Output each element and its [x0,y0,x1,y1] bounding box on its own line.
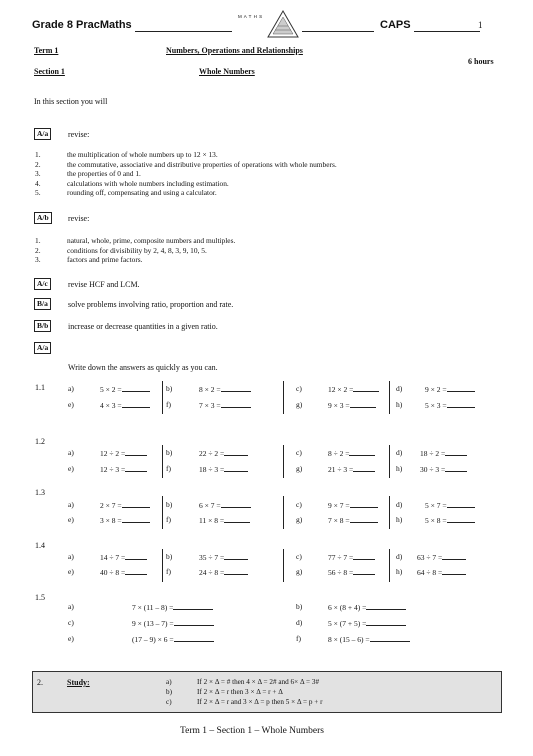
topic-title: Numbers, Operations and Relationships [166,46,303,55]
exercise-intro: Write down the answers as quickly as you can. [68,363,218,372]
item-label: a) [68,448,74,457]
answer-blank[interactable] [221,383,251,392]
answer-blank[interactable] [221,499,251,508]
objective-tag: B/a [34,298,51,310]
expression: 7 × (11 – 8) = [132,603,174,612]
answer-item[interactable] [199,383,251,396]
answer-blank[interactable] [447,499,475,508]
answer-item[interactable] [199,499,251,512]
answer-blank[interactable] [442,551,466,560]
question-row [0,601,533,613]
study-statement: If 2 × Δ = r and 3 × Δ = p then 5 × Δ = p + r [197,698,323,706]
item-label: c) [296,552,302,561]
answer-item[interactable] [420,463,467,476]
list-item: 3. the properties of 0 and 1. [35,169,141,178]
objective-list [35,236,235,265]
section-label: Section 1 [34,67,65,76]
list-item: 3. factors and prime factors. [35,255,143,264]
item-label: f) [166,515,171,524]
answer-blank[interactable] [353,551,375,560]
answer-item[interactable] [328,617,406,630]
expression: 8 ÷ 2 = [328,449,350,458]
answer-blank[interactable] [442,566,466,575]
answer-item[interactable] [199,463,248,476]
study-label: Study: [67,678,90,687]
answer-blank[interactable] [125,447,147,456]
answer-item[interactable] [100,447,147,460]
answer-blank[interactable] [173,601,213,610]
expression: 22 ÷ 2 = [199,449,225,458]
page-number: 1 [478,20,483,30]
answer-blank[interactable] [447,514,475,523]
answer-blank[interactable] [366,617,406,626]
expression: 12 ÷ 2 = [100,449,126,458]
item-label: c) [296,500,302,509]
study-statement: If 2 × Δ = # then 4 × Δ = 2# and 6× Δ = 3# [197,678,320,686]
question-row [0,463,533,475]
question-number: 1.4 [35,541,45,550]
answer-item[interactable] [420,447,467,460]
objective-verb: revise: [68,130,90,139]
answer-blank[interactable] [447,383,475,392]
answer-item[interactable] [417,566,466,579]
answer-item[interactable] [199,514,250,527]
expression: 64 ÷ 8 = [417,568,443,577]
answer-blank[interactable] [224,514,250,523]
question-row [0,617,533,629]
expression: 14 ÷ 7 = [100,553,126,562]
expression: 9 × 7 = [328,501,350,510]
question-row [0,447,533,459]
answer-item[interactable] [328,383,379,396]
answer-item[interactable] [100,551,147,564]
answer-item[interactable] [100,383,150,396]
item-label: e) [68,464,74,473]
answer-item[interactable] [425,383,475,396]
answer-blank[interactable] [125,566,147,575]
expression: 9 × 3 = [328,401,350,410]
expression: 35 ÷ 7 = [199,553,225,562]
item-label: f) [166,567,171,576]
page-footer: Term 1 – Section 1 – Whole Numbers [180,726,325,736]
answer-item[interactable] [328,514,378,527]
item-label: g) [296,567,303,576]
answer-item[interactable] [417,551,466,564]
answer-blank[interactable] [353,566,375,575]
term-label: Term 1 [34,46,59,55]
expression: 5 × 3 = [425,401,447,410]
list-item: 1. the multiplication of whole numbers up to 12 × 13. [35,150,218,159]
doc-title: Grade 8 PracMaths [32,19,132,31]
item-label: e) [68,515,74,524]
answer-blank[interactable] [224,463,248,472]
expression: 12 × 2 = [328,385,354,394]
answer-item[interactable] [199,551,248,564]
item-label: h) [396,400,403,409]
answer-item[interactable] [100,514,150,527]
answer-blank[interactable] [122,383,150,392]
item-label: c) [68,618,74,627]
item-label: c) [296,448,302,457]
study-statement: If 2 × Δ = r then 3 × Δ = r + Δ [197,688,283,696]
answer-blank[interactable] [353,383,379,392]
answer-item[interactable] [199,447,248,460]
item-label: g) [296,400,303,409]
item-label: b) [296,602,303,611]
answer-item[interactable] [425,514,475,527]
logo-text: M A T H S [238,14,263,19]
item-label: b) [166,552,173,561]
answer-item[interactable] [100,499,150,512]
answer-blank[interactable] [350,399,376,408]
header-rule-mid [302,31,374,32]
answer-item[interactable] [100,566,147,579]
answer-item[interactable] [132,617,214,630]
answer-blank[interactable] [125,463,147,472]
objective-verb: solve problems involving ratio, proportion and rate. [68,300,234,309]
item-label: a) [166,678,172,686]
expression: 12 ÷ 3 = [100,465,126,474]
header-rule-right [414,31,480,32]
item-label: g) [296,464,303,473]
item-label: d) [396,448,403,457]
objective-verb: increase or decrease quantities in a given ratio. [68,322,218,331]
expression: 3 × 8 = [100,516,122,525]
expression: 6 × 7 = [199,501,221,510]
item-label: a) [68,500,74,509]
triangle-logo-icon [266,9,300,39]
expression: 5 × 7 = [425,501,447,510]
answer-blank[interactable] [174,633,214,642]
header-rule-left [135,31,232,32]
question-row [0,566,533,578]
study-box [32,671,502,713]
objective-list [35,150,337,198]
item-label: h) [396,464,403,473]
objective-tag: A/a [34,128,51,140]
answer-blank[interactable] [125,551,147,560]
expression: 24 ÷ 8 = [199,568,225,577]
expression: 56 ÷ 8 = [328,568,354,577]
item-label: a) [68,552,74,561]
objective-tag: A/b [34,212,52,224]
expression: 11 × 8 = [199,516,225,525]
answer-blank[interactable] [122,399,150,408]
question-row [0,633,533,645]
answer-item[interactable] [328,447,375,460]
expression: 5 × 2 = [100,385,122,394]
expression: 63 ÷ 7 = [417,553,443,562]
answer-item[interactable] [328,551,375,564]
study-number: 2. [37,678,43,687]
answer-blank[interactable] [350,514,378,523]
answer-blank[interactable] [353,463,375,472]
item-label: b) [166,448,173,457]
question-row [0,383,533,395]
question-row [0,514,533,526]
answer-item[interactable] [328,399,376,412]
question-number: 1.3 [35,488,45,497]
answer-blank[interactable] [221,399,251,408]
list-item: 2. the commutative, associative and distributive properties of operations with whole numbers. [35,159,337,169]
answer-blank[interactable] [224,447,248,456]
expression: 7 × 8 = [328,516,350,525]
item-label: d) [396,500,403,509]
question-row [0,499,533,511]
answer-item[interactable] [132,633,214,646]
objective-verb: revise HCF and LCM. [68,280,140,289]
item-label: e) [68,400,74,409]
item-label: e) [68,567,74,576]
item-label: b) [166,688,172,696]
answer-item[interactable] [328,499,378,512]
expression: (17 – 9) × 6 = [132,635,174,644]
expression: 40 ÷ 8 = [100,568,126,577]
item-label: d) [396,384,403,393]
expression: 4 × 3 = [100,401,122,410]
expression: 77 ÷ 7 = [328,553,354,562]
answer-blank[interactable] [349,447,375,456]
question-number: 1.2 [35,437,45,446]
duration: 6 hours [468,57,494,66]
expression: 30 ÷ 3 = [420,465,446,474]
answer-item[interactable] [199,566,248,579]
expression: 18 ÷ 3 = [199,465,225,474]
item-label: c) [166,698,172,706]
expression: 5 × (7 + 5) = [328,619,367,628]
answer-blank[interactable] [224,566,248,575]
answer-blank[interactable] [445,463,467,472]
answer-item[interactable] [328,566,375,579]
objective-tag: B/b [34,320,51,332]
item-label: f) [296,634,301,643]
item-label: a) [68,602,74,611]
question-number: 1.1 [35,383,45,392]
answer-blank[interactable] [366,601,406,610]
answer-item[interactable] [100,463,147,476]
expression: 8 × 2 = [199,385,221,394]
list-item: 4. calculations with whole numbers including estimation. [35,178,229,188]
item-label: a) [68,384,74,393]
answer-blank[interactable] [350,499,378,508]
list-item: 1. natural, whole, prime, composite numbers and multiples. [35,236,236,245]
answer-blank[interactable] [370,633,410,642]
item-label: d) [296,618,303,627]
answer-blank[interactable] [224,551,248,560]
expression: 9 × (13 – 7) = [132,619,174,628]
item-label: h) [396,515,403,524]
answer-item[interactable] [425,399,475,412]
answer-item[interactable] [199,399,251,412]
answer-item[interactable] [100,399,150,412]
list-item: 2. conditions for divisibility by 2, 4, 8, 3, 9, 10, 5. [35,245,207,255]
item-label: g) [296,515,303,524]
item-label: d) [396,552,403,561]
answer-blank[interactable] [122,499,150,508]
answer-blank[interactable] [122,514,150,523]
answer-item[interactable] [328,633,410,646]
item-label: h) [396,567,403,576]
question-row [0,399,533,411]
answer-item[interactable] [132,601,213,614]
answer-item[interactable] [328,601,406,614]
answer-item[interactable] [328,463,375,476]
answer-blank[interactable] [174,617,214,626]
expression: 18 ÷ 2 = [420,449,446,458]
expression: 5 × 8 = [425,516,447,525]
answer-blank[interactable] [447,399,475,408]
expression: 9 × 2 = [425,385,447,394]
expression: 8 × (15 – 6) = [328,635,370,644]
item-label: b) [166,384,173,393]
list-item: 5. rounding off, compensating and using a calculator. [35,188,217,197]
answer-blank[interactable] [445,447,467,456]
expression: 21 ÷ 3 = [328,465,354,474]
expression: 7 × 3 = [199,401,221,410]
exercise-tag: A/a [34,342,51,354]
question-number: 1.5 [35,593,45,602]
item-label: f) [166,400,171,409]
question-row [0,551,533,563]
item-label: c) [296,384,302,393]
objective-tag: A/c [34,278,51,290]
expression: 2 × 7 = [100,501,122,510]
item-label: e) [68,634,74,643]
objective-verb: revise: [68,214,90,223]
item-label: f) [166,464,171,473]
answer-item[interactable] [425,499,475,512]
curriculum-label: CAPS [380,19,411,31]
intro-text: In this section you will [34,97,108,106]
item-label: b) [166,500,173,509]
section-title: Whole Numbers [199,67,255,76]
expression: 6 × (8 + 4) = [328,603,367,612]
